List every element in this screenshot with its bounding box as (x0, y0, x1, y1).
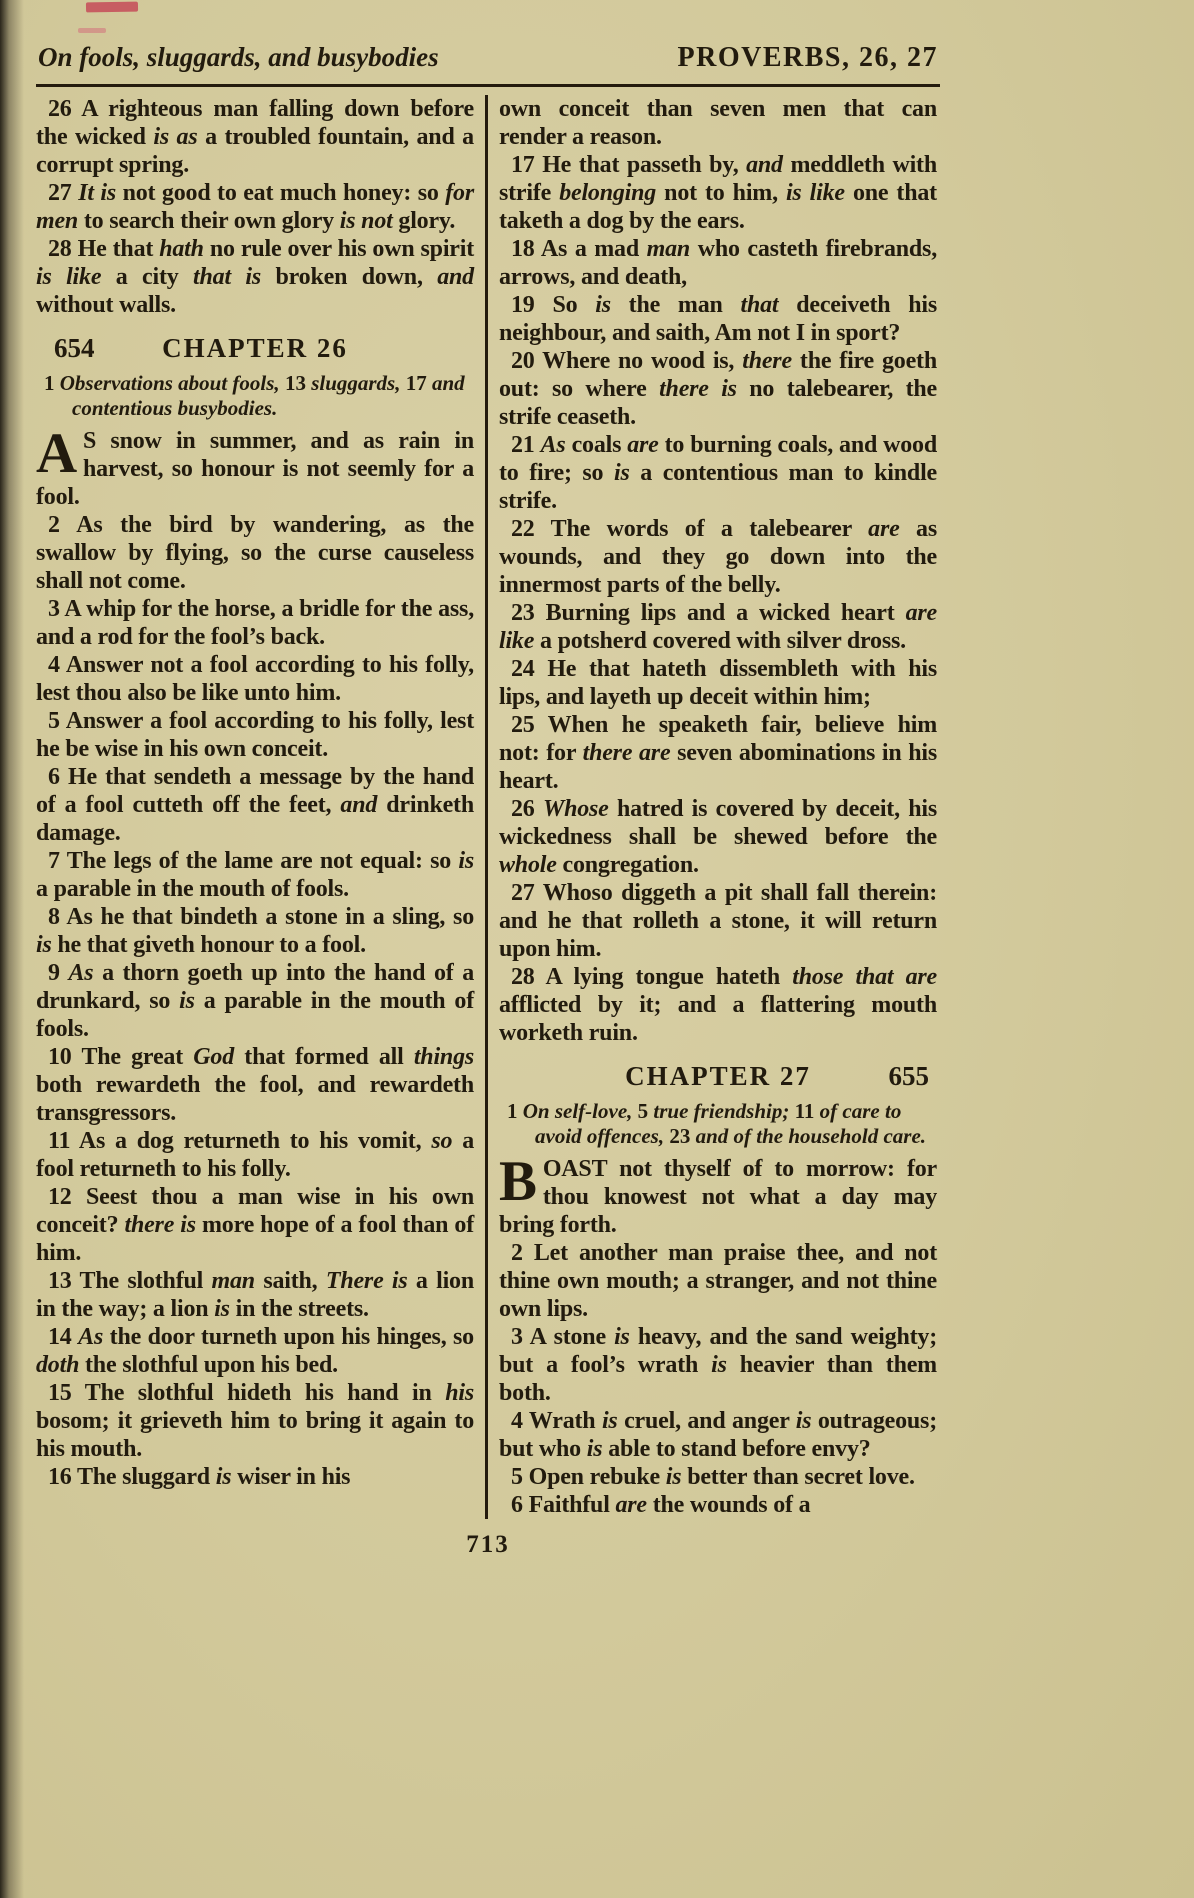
verse-text: a fool returneth to his folly. (36, 1128, 474, 1182)
verse-text: 20 Where no wood is, (511, 348, 743, 374)
italic-word: is (214, 1296, 230, 1322)
verse-text: 13 (279, 371, 312, 395)
verse-text: outrageous; but who (499, 1408, 937, 1462)
italic-word: As (68, 960, 94, 986)
chapter-page-number: 654 (54, 333, 95, 363)
verse (36, 903, 474, 959)
verse (36, 707, 474, 763)
book-reference: PROVERBS, 26, 27 (677, 42, 938, 73)
verse-text: 17 (400, 371, 432, 395)
italic-word: hath (159, 236, 204, 262)
verse (36, 1323, 474, 1379)
italic-word: whole (499, 852, 557, 878)
verse-text: more hope of a fool than of him. (36, 1212, 474, 1266)
verse (36, 847, 474, 903)
verse-text: 11 As a dog returneth to his vomit, (48, 1128, 432, 1154)
italic-word: As (540, 432, 566, 458)
text-columns (36, 95, 940, 1519)
page-number: 713 (466, 1531, 510, 1558)
running-title: On fools, sluggards, and busybodies (38, 42, 439, 72)
verse (499, 515, 937, 599)
verse-text: 1 (507, 1099, 523, 1123)
italic-word: there (742, 348, 792, 374)
italic-word: his (445, 1380, 474, 1406)
italic-word: belonging (559, 180, 657, 206)
italic-word: are like (499, 600, 937, 654)
verse (499, 235, 937, 291)
verse-text: 6 He that sendeth a message by the hand of a fool cutteth off the feet, (36, 764, 474, 818)
verse-text: 25 When he speaketh fair, believe him not: for (499, 712, 937, 766)
column-divider (485, 95, 488, 1519)
verse-text: 3 A whip for the horse, a bridle for the ass, and a rod for the fool’s back. (36, 596, 474, 650)
verse (36, 1043, 474, 1127)
italic-word: is (458, 848, 474, 874)
verse-text: a lion in the way; a lion (36, 1268, 474, 1322)
verse-text: 5 Open rebuke (511, 1464, 666, 1490)
italic-word: things (413, 1044, 475, 1070)
verse-text: the wounds of a (646, 1492, 811, 1518)
red-ink-mark (78, 28, 106, 33)
italic-word: There is (325, 1268, 408, 1294)
italic-word: and (437, 264, 474, 290)
verse-text: he that giveth honour to a fool. (51, 932, 366, 958)
verse (36, 511, 474, 595)
italic-word: doth (36, 1352, 80, 1378)
verse-text: no talebearer, the strife ceaseth. (499, 376, 937, 430)
verse-text: 13 The slothful (48, 1268, 212, 1294)
left-column (36, 95, 474, 1519)
verse-text: S snow in summer, and as rain in harvest, so honour is not seemly for a fool. (36, 428, 474, 510)
verse-text: meddleth with strife (499, 152, 937, 206)
verse-text: 21 (511, 432, 541, 458)
italic-word: is (179, 988, 195, 1014)
verse-text: deceiveth his neighbour, and saith, Am not I in sport? (499, 292, 937, 346)
verse (36, 595, 474, 651)
verse-text: a potsherd covered with silver dross. (534, 628, 906, 654)
verse-text: a thorn goeth up into the hand of a drunkard, so (36, 960, 474, 1014)
verse-text: the door turneth upon his hinges, so (103, 1324, 474, 1350)
chapter-summary (499, 1099, 937, 1149)
verse-text: drinketh damage. (36, 792, 475, 846)
verse-text: 26 (511, 796, 543, 822)
verse-text: 10 The great (48, 1044, 194, 1070)
verse (36, 1267, 474, 1323)
italic-word: God (193, 1044, 235, 1070)
verse-text: wiser in his (231, 1464, 351, 1490)
drop-cap: A (36, 422, 77, 485)
verse-text: 3 A stone (511, 1324, 615, 1350)
verse (499, 95, 937, 151)
verse-text: a city (101, 264, 194, 290)
italic-word: there are (582, 740, 671, 766)
verse (499, 291, 937, 347)
verse (36, 1127, 474, 1183)
chapter-heading (36, 333, 474, 363)
verse-text: a parable in the mouth of fools. (36, 988, 474, 1042)
verse-text: 23 (664, 1124, 696, 1148)
verse-text: 5 Answer a fool according to his folly, lest he be wise in his own conceit. (36, 708, 474, 762)
italic-word: is not (339, 208, 393, 234)
italic-word: that is (193, 264, 262, 290)
italic-word: is (595, 292, 611, 318)
verse (499, 1463, 937, 1491)
italic-word: and contentious busybodies. (72, 371, 465, 420)
verse-text: congregation. (556, 852, 699, 878)
verse (36, 422, 474, 511)
verse (499, 599, 937, 655)
verse-text: own conceit than seven men that can render a reason. (499, 96, 937, 150)
italic-word: is like (785, 180, 845, 206)
verse-text: that formed all (234, 1044, 414, 1070)
verse-text: 1 (44, 371, 60, 395)
verse-text: 16 The sluggard (48, 1464, 216, 1490)
header-rule (36, 84, 940, 87)
verse (36, 763, 474, 847)
italic-word: is (586, 1436, 603, 1462)
verse-text: hatred is covered by deceit, his wickedness shall be shewed before the (499, 796, 937, 850)
italic-word: is as (153, 124, 198, 150)
italic-word: Observations about fools, (59, 371, 280, 395)
italic-word: is (36, 932, 52, 958)
italic-word: those that are (792, 964, 937, 990)
verse (36, 651, 474, 707)
verse-text: 28 A lying tongue hateth (511, 964, 793, 990)
verse-text: glory. (392, 208, 456, 234)
verse-text: a parable in the mouth of fools. (36, 876, 349, 902)
verse-text: heavy, and the sand weighty; but a fool’s wrath (499, 1324, 937, 1378)
verse-text: 12 Seest thou a man wise in his own conceit? (36, 1184, 474, 1238)
italic-word: there is (659, 376, 737, 402)
italic-word: is (665, 1464, 682, 1490)
page-content (36, 42, 940, 1559)
verse-text: 15 The slothful hideth his hand in (48, 1380, 446, 1406)
verse-text: to search their own glory (78, 208, 340, 234)
verse-text: coals (565, 432, 628, 458)
italic-word: is (614, 1324, 630, 1350)
verse-text: who casteth firebrands, arrows, and death, (499, 236, 937, 290)
italic-word: and (746, 152, 783, 178)
italic-word: sluggards, (311, 371, 401, 395)
verse (499, 1323, 937, 1407)
italic-word: and (340, 792, 378, 818)
italic-word: It is (78, 180, 116, 206)
italic-word: for men (36, 180, 474, 234)
verse-text: 4 Wrath (511, 1408, 602, 1434)
italic-word: is (614, 460, 630, 486)
binding-edge (0, 0, 24, 1898)
verse-text: the slothful upon his bed. (79, 1352, 338, 1378)
verse-text: the fire goeth out: so where (499, 348, 937, 402)
verse-text: as wounds, and they go down into the innermost parts of the belly. (499, 516, 938, 598)
verse-text: no rule over his own spirit (203, 236, 474, 262)
red-ink-mark (86, 2, 138, 13)
verse-text: seven abominations in his heart. (499, 740, 937, 794)
italic-word: man (646, 236, 691, 262)
verse-text: 27 (48, 180, 79, 206)
verse-text: one that taketh a dog by the ears. (499, 180, 937, 234)
verse-text: to burning coals, and wood to fire; so (499, 432, 937, 486)
verse-text: 24 He that hateth dissembleth with his lips, and layeth up deceit within him; (499, 656, 937, 710)
verse-text: without walls. (36, 292, 176, 318)
verse-text: saith, (254, 1268, 326, 1294)
italic-word: is (711, 1352, 727, 1378)
verse (499, 1150, 937, 1239)
verse (36, 1183, 474, 1267)
verse-text: 5 (632, 1099, 654, 1123)
verse-text: 11 (789, 1099, 820, 1123)
verse-text: cruel, and anger (617, 1408, 796, 1434)
italic-word: is (215, 1464, 232, 1490)
italic-word: of care to avoid offences, (535, 1099, 902, 1148)
verse-text: both rewardeth the fool, and rewardeth transgressors. (36, 1072, 474, 1126)
verse (499, 795, 937, 879)
italic-word: As (78, 1324, 104, 1350)
verse-text: better than secret love. (681, 1464, 915, 1490)
verse-text: able to stand before envy? (602, 1436, 871, 1462)
drop-cap: B (499, 1150, 537, 1213)
verse-text: 22 The words of a talebearer (511, 516, 869, 542)
verse (499, 963, 937, 1047)
verse-text: not to him, (656, 180, 786, 206)
italic-word: is (601, 1408, 618, 1434)
italic-word: is (795, 1408, 812, 1434)
italic-word: and of the household care. (695, 1124, 927, 1148)
verse (499, 711, 937, 795)
right-column (499, 95, 937, 1519)
verse (36, 179, 474, 235)
italic-word: true friendship; (653, 1099, 790, 1123)
verse-text: heavier than them both. (499, 1352, 937, 1406)
chapter-heading (499, 1061, 937, 1091)
verse-text: 2 As the bird by wandering, as the swallow by flying, so the curse causeless shall not come. (36, 512, 474, 594)
verse-text: broken down, (261, 264, 438, 290)
italic-word: is like (36, 264, 102, 290)
italic-word: are (615, 1492, 647, 1518)
chapter-title: CHAPTER 26 (162, 333, 348, 363)
verse-text: 23 Burning lips and a wicked heart (511, 600, 906, 626)
verse-text: 17 He that passeth by, (511, 152, 747, 178)
verse-text: 27 Whoso diggeth a pit shall fall therein: and he that rolleth a stone, it will return upon him. (499, 880, 937, 962)
italic-word: so (431, 1128, 453, 1154)
page-header (36, 42, 940, 84)
chapter-page-number: 655 (888, 1061, 929, 1091)
verse-text: OAST not thyself of to morrow: for thou knowest not what a day may bring forth. (499, 1156, 937, 1238)
verse-text: 9 (48, 960, 69, 986)
verse (499, 1407, 937, 1463)
verse-text: a troubled fountain, and a corrupt spring. (36, 124, 474, 178)
italic-word: there is (124, 1212, 196, 1238)
italic-word: are (868, 516, 900, 542)
verse (36, 1463, 474, 1491)
verse-text: 19 So (511, 292, 596, 318)
verse (499, 151, 937, 235)
verse-text: 28 He that (48, 236, 160, 262)
italic-word: are (627, 432, 659, 458)
verse-text: not good to eat much honey: so (116, 180, 446, 206)
verse-text: 6 Faithful (511, 1492, 616, 1518)
verse (499, 879, 937, 963)
italic-word: Whose (542, 796, 609, 822)
verse (36, 235, 474, 319)
chapter-title: CHAPTER 27 (625, 1061, 811, 1091)
verse-text: 18 As a mad (511, 236, 647, 262)
verse-text: 2 Let another man praise thee, and not thine own mouth; a stranger, and not thine own lips. (499, 1240, 937, 1322)
verse (499, 347, 937, 431)
verse (499, 655, 937, 711)
verse (499, 1491, 937, 1519)
verse-text: 26 A righteous man falling down before the wicked (36, 96, 474, 150)
italic-word: man (211, 1268, 255, 1294)
italic-word: that (740, 292, 779, 318)
verse (499, 1239, 937, 1323)
verse-text: bosom; it grieveth him to bring it again to his mouth. (36, 1408, 474, 1462)
verse-text: in the streets. (229, 1296, 369, 1322)
verse-text: 7 The legs of the lame are not equal: so (48, 848, 459, 874)
verse-text: the man (610, 292, 741, 318)
verse-text: afflicted by it; and a flattering mouth worketh ruin. (499, 992, 937, 1046)
verse-text: a contentious man to kindle strife. (499, 460, 937, 514)
verse-text: 8 As he that bindeth a stone in a sling, so (48, 904, 474, 930)
verse (36, 1379, 474, 1463)
verse (499, 431, 937, 515)
verse-text: 4 Answer not a fool according to his folly, lest thou also be like unto him. (36, 652, 474, 706)
chapter-summary (36, 371, 474, 421)
verse (36, 95, 474, 179)
italic-word: On self-love, (522, 1099, 633, 1123)
verse-text: 14 (48, 1324, 79, 1350)
verse (36, 959, 474, 1043)
